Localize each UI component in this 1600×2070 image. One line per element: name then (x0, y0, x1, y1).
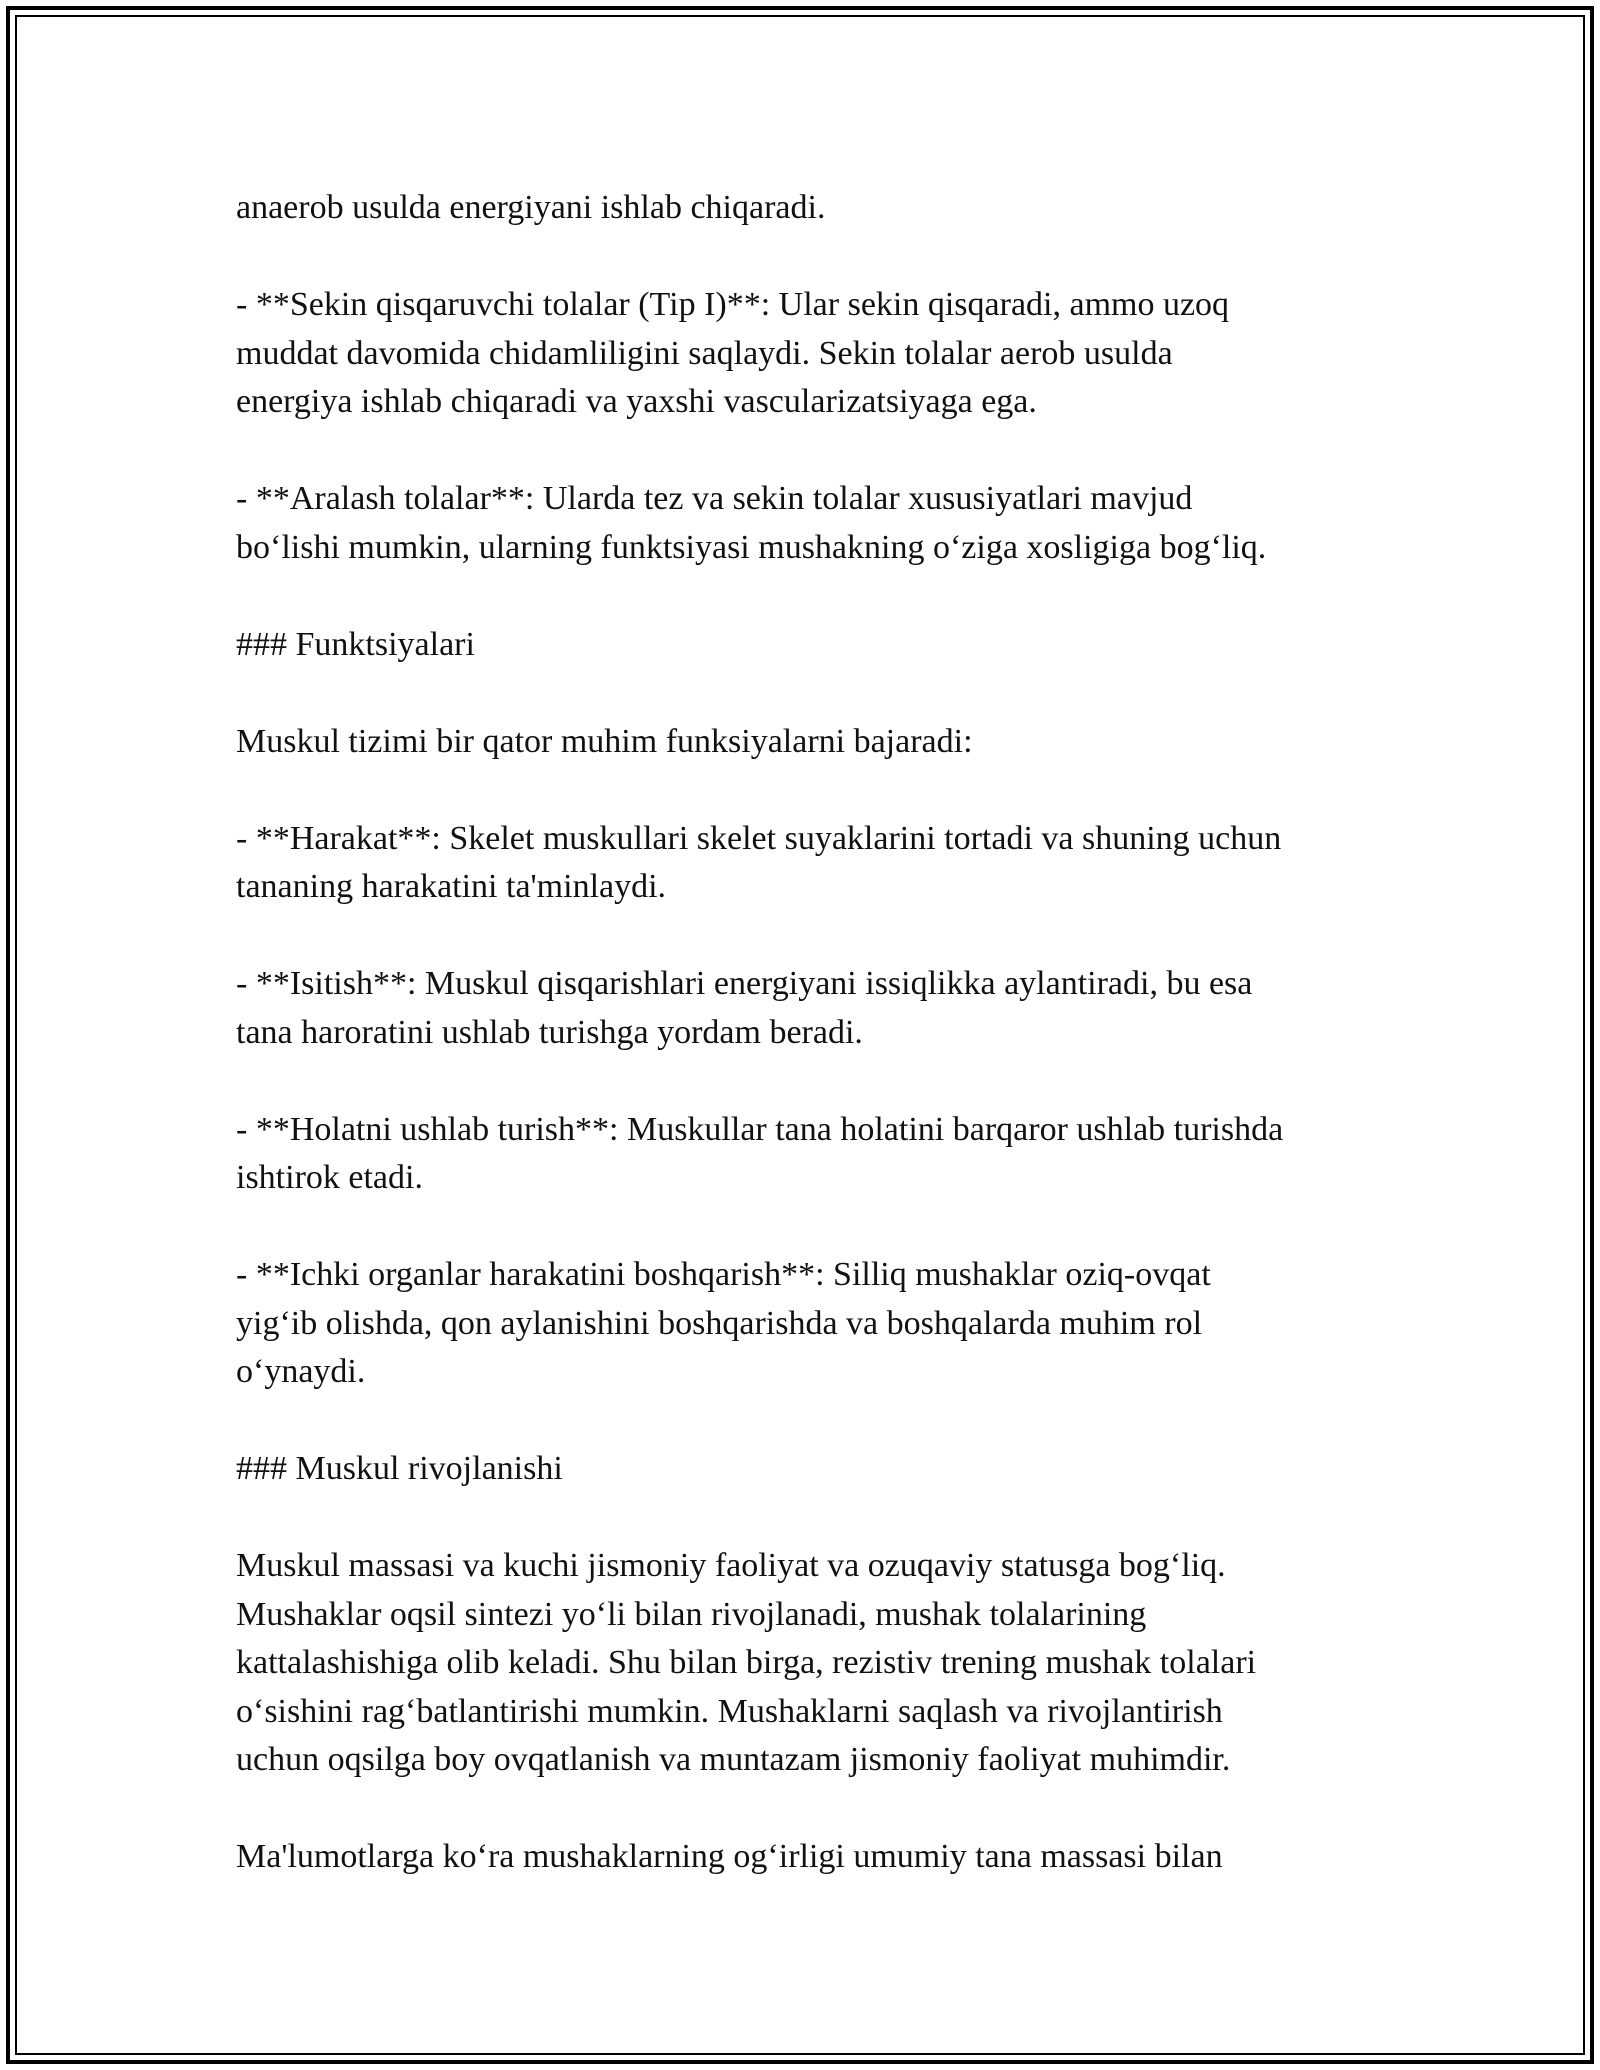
text-line: - **Aralash tolalar**: Ularda tez va sekin tolalar xususiyatlari mavjud (236, 480, 1193, 517)
paragraph (236, 1833, 1396, 1882)
text-line: ### Muskul rivojlanishi (236, 1450, 563, 1487)
text-line: - **Ichki organlar harakatini boshqarish**: Silliq mushaklar oziq-ovqat (236, 1256, 1211, 1293)
paragraph (236, 718, 1396, 767)
text-line: o‘ynaydi. (236, 1353, 366, 1390)
text-line: muddat davomida chidamliligini saqlaydi. Sekin tolalar aerob usulda (236, 334, 1173, 372)
text-line: Muskul tizimi bir qator muhim funksiyalarni bajaradi: (236, 722, 973, 760)
paragraph (236, 184, 1396, 233)
text-line: Ma'lumotlarga ko‘ra mushaklarning og‘irligi umumiy tana massasi bilan (236, 1838, 1223, 1875)
text-line: energiya ishlab chiqaradi va yaxshi vascularizatsiyaga ega. (236, 383, 1037, 420)
section-heading (236, 1445, 1396, 1494)
bullet-paragraph (236, 815, 1396, 912)
bullet-paragraph (236, 1106, 1396, 1203)
text-line: bo‘lishi mumkin, ularning funktsiyasi mushakning o‘ziga xosligiga bog‘liq. (236, 528, 1267, 566)
bullet-paragraph (236, 475, 1396, 572)
text-line: Muskul massasi va kuchi jismoniy faoliyat va ozuqaviy statusga bog‘liq. (236, 1547, 1226, 1584)
text-line: o‘sishini rag‘batlantirishi mumkin. Mushaklarni saqlash va rivojlantirish (236, 1692, 1223, 1730)
text-line: anaerob usulda energiyani ishlab chiqaradi. (236, 189, 826, 226)
text-line: - **Holatni ushlab turish**: Muskullar tana holatini barqaror ushlab turishda (236, 1110, 1284, 1148)
paragraph (236, 1542, 1396, 1785)
text-line: tananing harakatini ta'minlaydi. (236, 868, 667, 905)
text-line: ### Funktsiyalari (236, 625, 475, 663)
text-line: - **Isitish**: Muskul qisqarishlari energiyani issiqlikka aylantiradi, bu esa (236, 965, 1253, 1002)
text-line: - **Sekin qisqaruvchi tolalar (Tip I)**: Ular sekin qisqaradi, ammo uzoq (236, 286, 1230, 323)
bullet-paragraph (236, 1251, 1396, 1397)
bullet-paragraph (236, 281, 1396, 427)
text-line: yig‘ib olishda, qon aylanishini boshqarishda va boshqalarda muhim rol (236, 1304, 1203, 1342)
document-body (236, 184, 1396, 1882)
text-line: kattalashishiga olib keladi. Shu bilan birga, rezistiv trening mushak tolalari (236, 1644, 1257, 1681)
text-line: tana haroratini ushlab turishga yordam beradi. (236, 1013, 863, 1051)
section-heading (236, 621, 1396, 670)
text-line: uchun oqsilga boy ovqatlanish va muntazam jismoniy faoliyat muhimdir. (236, 1741, 1231, 1778)
text-line: Mushaklar oqsil sintezi yo‘li bilan rivojlanadi, mushak tolalarining (236, 1595, 1147, 1633)
text-line: - **Harakat**: Skelet muskullari skelet suyaklarini tortadi va shuning uchun (236, 819, 1282, 857)
text-line: ishtirok etadi. (236, 1159, 423, 1196)
bullet-paragraph (236, 960, 1396, 1057)
